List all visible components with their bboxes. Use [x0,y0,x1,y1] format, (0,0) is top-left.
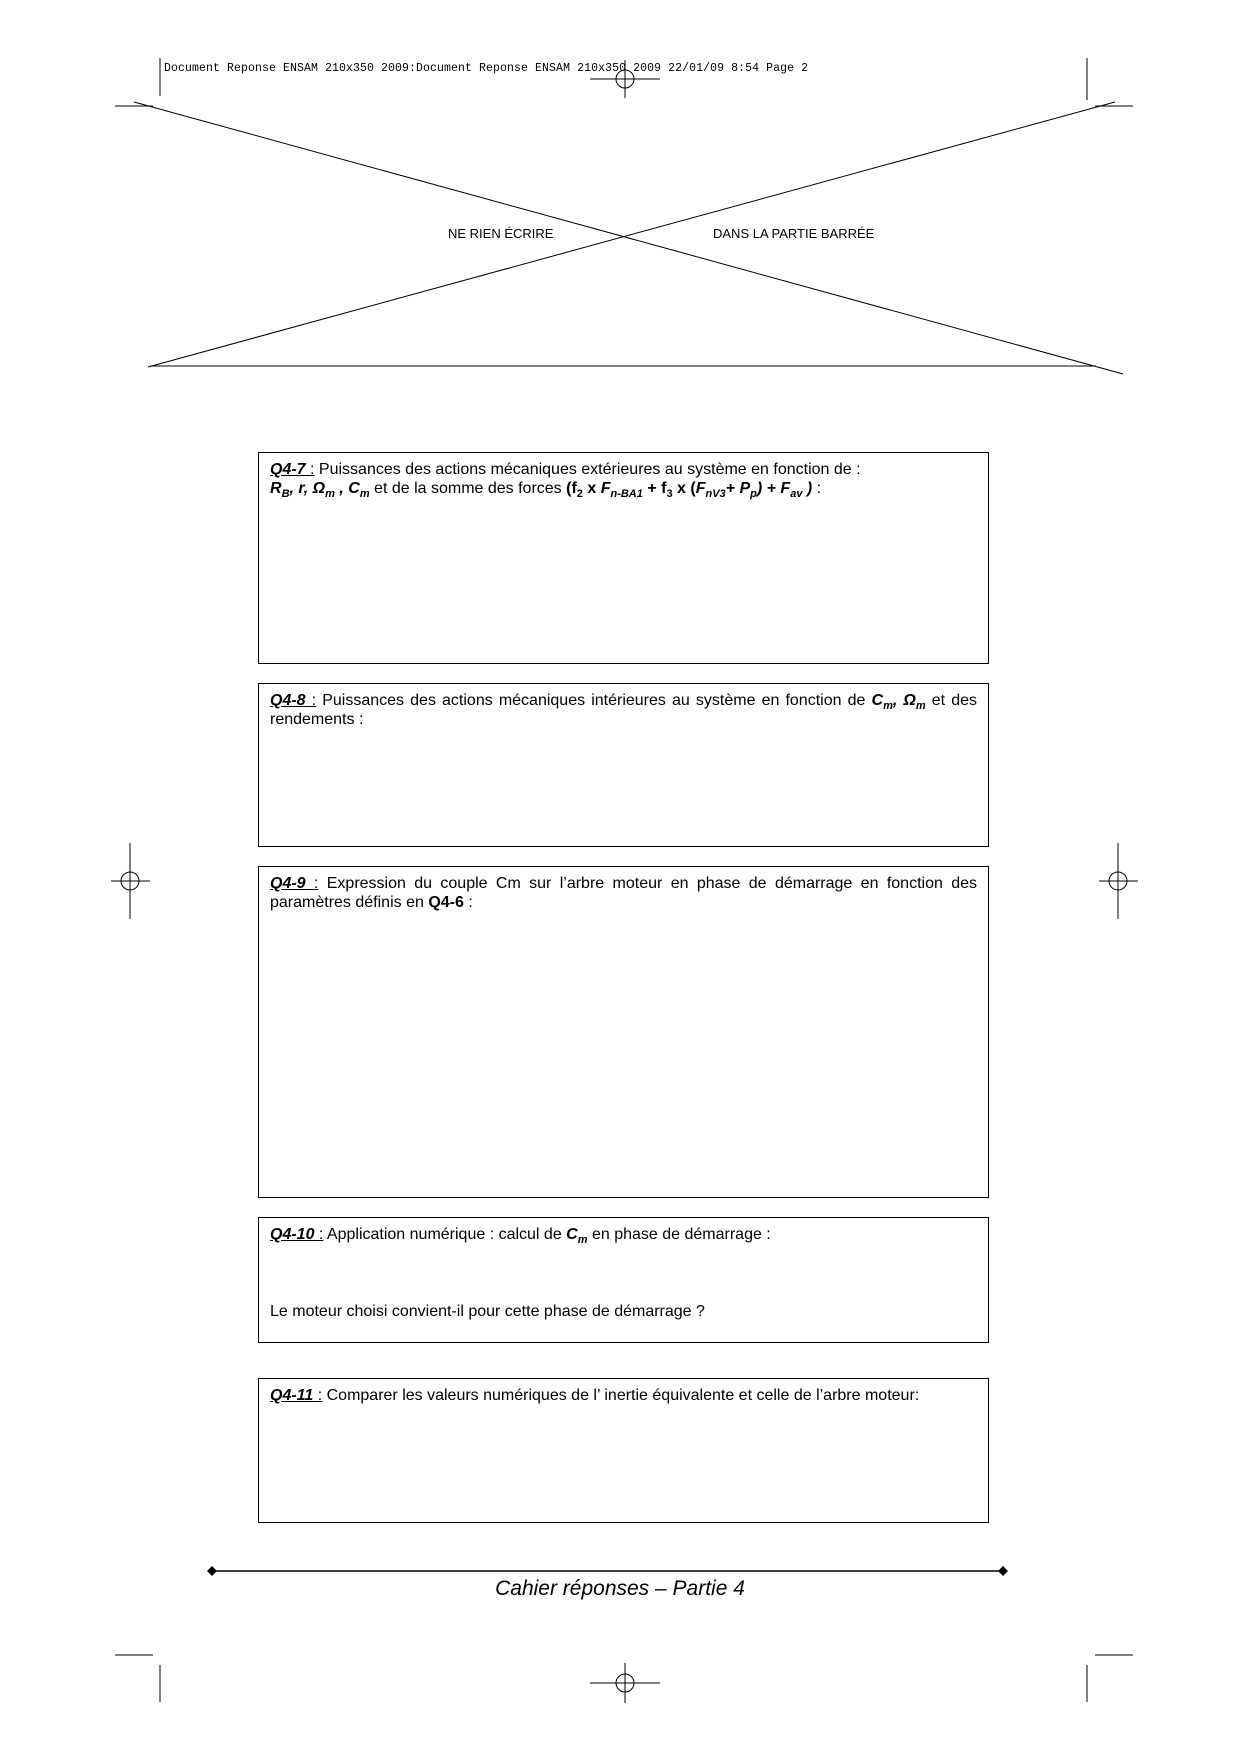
question-text: Puissances des actions mécaniques intérieures au système en fonction de [316,692,872,709]
footer-rule-right-diamond [998,1566,1008,1576]
answer-box-q4-7[interactable] [258,452,989,664]
question-label: Q4-11 [270,1387,314,1404]
var-sub: m [577,1234,588,1247]
var-r-omega: , r, Ω [289,480,326,497]
var-sub: m [883,700,893,713]
question-q4-9-text [270,874,977,912]
question-text: et des rendements : [270,692,978,728]
formula-part: ) + [756,480,781,497]
footer-title: Cahier réponses – Partie 4 [495,1577,745,1600]
barred-area [134,102,1123,374]
answer-box-q4-11[interactable] [258,1378,989,1523]
registration-mark-bottom [590,1663,660,1703]
formula-part: ) [802,480,813,497]
question-q4-8-text [270,691,977,729]
formula-part: F [780,480,791,497]
question-label: Q4-9 [270,875,306,892]
formula-part: F [600,480,611,497]
registration-mark-left [111,843,150,919]
answer-box-q4-8[interactable] [258,683,989,847]
formula-part: x [582,480,601,497]
question-label-colon: : [305,875,319,892]
printer-slug: Document Reponse ENSAM 210x350 2009:Document Reponse ENSAM 210x350 2009 22/01/09 8:54 Page 2 [164,62,809,75]
formula-sub: nV3 [705,488,726,501]
formula-sub: p [750,488,757,501]
footer-rule-left-diamond [207,1566,217,1576]
question-q4-7-line1 [270,460,977,479]
formula-sub: 2 [576,488,583,501]
question-q4-10-followup: Le moteur choisi convient-il pour cette phase de démarrage ? [270,1303,705,1320]
var-sub: m [915,700,926,713]
question-text: en phase de démarrage : [587,1226,771,1243]
formula-sub: 3 [666,488,673,501]
registration-mark-right [1099,843,1138,919]
question-q4-10-text [270,1225,977,1247]
formula-sub: av [790,488,803,501]
barred-notice-left: NE RIEN ÉCRIRE [448,226,554,241]
var-C: C [871,692,884,709]
question-text: : [463,894,473,911]
formula-part: + f [642,480,667,497]
question-label-colon: : [305,461,315,478]
question-text: Comparer les valeurs numériques de l’ inertie équivalente et celle de l’arbre moteur: [322,1387,920,1404]
question-label: Q4-7 [270,461,306,478]
formula-sub: n-BA1 [610,488,643,501]
question-q4-11-text [270,1386,977,1405]
question-label: Q4-10 [270,1226,315,1243]
question-label-colon: : [313,1387,323,1404]
var-R: R [270,480,282,497]
var-C: C [566,1226,578,1243]
question-text: Expression du couple Cm sur l’arbre moteur en phase de démarrage en fonction des paramètres définis en [270,875,978,911]
question-text: Application numérique : calcul de [323,1226,567,1243]
barred-notice-right: DANS LA PARTIE BARRÉE [713,226,875,241]
answer-box-q4-10[interactable] [258,1217,989,1343]
answer-box-q4-9[interactable] [258,866,989,1198]
question-text: : [812,480,822,497]
formula-part: F [695,480,706,497]
question-text: Puissances des actions mécaniques extérieures au système en fonction de : [314,461,861,478]
question-label-colon: : [305,692,317,709]
var-sub: B [281,488,290,501]
question-text: et de la somme des forces [369,480,567,497]
var-sub: m [325,488,335,501]
formula-part: x ( [672,480,696,497]
formula-part: (f [566,480,577,497]
question-label: Q4-8 [270,692,306,709]
formula-part: + P [725,480,751,497]
question-label-colon: : [314,1226,324,1243]
var-sub: m [359,488,370,501]
var-C: , C [334,480,360,497]
var-omega: , Ω [892,692,916,709]
question-q4-7-line2 [270,479,977,501]
question-reference: Q4-6 [428,894,464,911]
